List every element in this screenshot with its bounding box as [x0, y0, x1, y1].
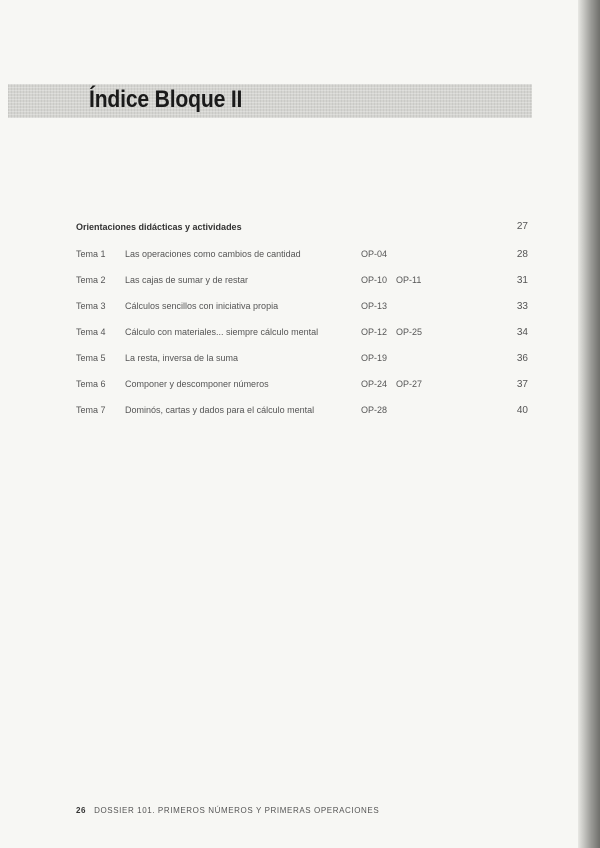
activity-code: OP-12	[361, 327, 388, 337]
intro-page-number: 27	[516, 221, 528, 232]
tema-number: Tema 2	[76, 275, 106, 285]
tema-number: Tema 3	[76, 301, 106, 311]
tema-number: Tema 6	[76, 379, 106, 389]
activity-code-2: OP-27	[396, 379, 423, 389]
tema-number: Tema 7	[76, 405, 106, 415]
tema-title: Dominós, cartas y dados para el cálculo mental	[125, 405, 315, 415]
page-number: 33	[516, 301, 528, 312]
activity-code: OP-19	[361, 353, 388, 363]
activity-code: OP-28	[361, 405, 388, 415]
tema-number: Tema 4	[76, 327, 106, 337]
activity-code: OP-10	[361, 275, 388, 285]
toc-row	[0, 249, 600, 263]
page-number: 40	[516, 405, 528, 416]
page-number: 31	[516, 275, 528, 286]
toc-row	[0, 405, 600, 419]
footer-text: DOSSIER 101. PRIMEROS NÚMEROS Y PRIMERAS OPERACIONES	[94, 806, 380, 815]
activity-code: OP-04	[361, 249, 388, 259]
tema-title: Componer y descomponer números	[125, 379, 269, 389]
page-title: Índice Bloque II	[89, 86, 243, 113]
activity-code: OP-24	[361, 379, 388, 389]
activity-code: OP-13	[361, 301, 388, 311]
toc-row	[0, 275, 600, 289]
tema-title: Las operaciones como cambios de cantidad	[125, 249, 301, 259]
activity-code-2: OP-25	[396, 327, 423, 337]
tema-number: Tema 5	[76, 353, 106, 363]
page-number: 28	[516, 249, 528, 260]
tema-title: Las cajas de sumar y de restar	[125, 275, 249, 285]
footer-page-number: 26	[76, 806, 87, 815]
toc-row	[0, 327, 600, 341]
toc-row	[0, 379, 600, 393]
page-number: 36	[516, 353, 528, 364]
intro-label: Orientaciones didácticas y actividades	[76, 222, 242, 232]
toc-row	[0, 353, 600, 367]
tema-title: Cálculos sencillos con iniciativa propia	[125, 301, 279, 311]
activity-code-2: OP-11	[396, 275, 422, 285]
page-footer	[76, 806, 379, 815]
tema-number: Tema 1	[76, 249, 106, 259]
page-edge-shadow	[578, 0, 600, 848]
page-number: 37	[516, 379, 528, 390]
tema-title: La resta, inversa de la suma	[125, 353, 239, 363]
toc-row	[0, 301, 600, 315]
page-number: 34	[516, 327, 528, 338]
title-band	[8, 84, 532, 118]
tema-title: Cálculo con materiales... siempre cálculo mental	[125, 327, 319, 337]
